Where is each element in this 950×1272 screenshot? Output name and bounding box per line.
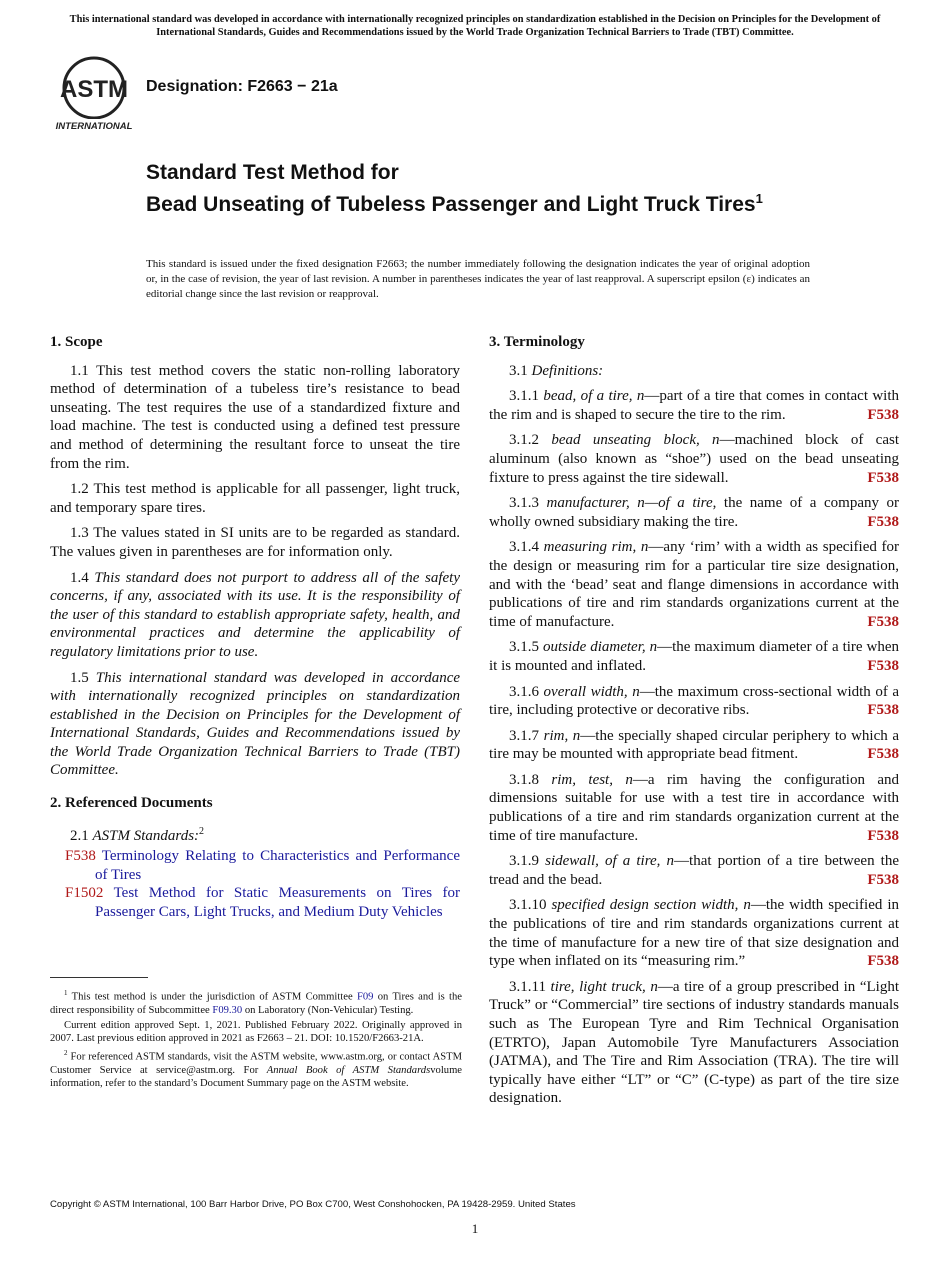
terminology-heading: 3. Terminology: [489, 334, 585, 350]
definition-text: —part of a tire that comes in contact with the rim and is shaped to secure the tire to the rim.: [489, 388, 899, 423]
definition-item: [489, 896, 899, 970]
definition-term: bead, of a tire, n: [543, 388, 645, 405]
definition-number: 3.1.11: [509, 978, 546, 995]
definition-source-ref[interactable]: F538: [867, 657, 899, 674]
definition-text: —a tire of a group prescribed in “Light Truck” or “Commercial” tire sections of industry standards manuals such as The European Tyre and Rim Technical Organisation (ETRTO), Japan Automobile Tyre Manufacturers Association (JATMA), and The Tire and Rim Association (TRA). The tire will typically have either “LT” or “C” (C-type) as part of the tire size designation.: [489, 978, 899, 1107]
designation: Designation: F2663 − 21a: [146, 78, 338, 95]
refdocs-2-1-label: ASTM Standards:: [92, 827, 200, 844]
scope-1-2: 1.2 This test method is applicable for all passenger, light truck, and temporary spare tires.: [50, 481, 460, 516]
definition-text: —the width specified in the publications of tire and rim standards organizations current at the time of manufacture for a new tire of that size designation and type when inflated on its “measuring rim.”: [489, 897, 899, 970]
definition-number: 3.1.9: [509, 853, 539, 870]
definition-source-ref[interactable]: F538: [867, 469, 899, 486]
definition-item: [489, 683, 899, 720]
definition-text: —the maximum cross-sectional width of a tire, including protective or decorative ribs.: [489, 683, 900, 719]
definition-source-ref[interactable]: F538: [867, 406, 899, 423]
definition-term: bead unseating block, n: [551, 432, 720, 449]
definition-number: 3.1.2: [509, 432, 539, 449]
refdoc-f538-code[interactable]: F538: [65, 848, 96, 865]
logo-subtext: INTERNATIONAL: [55, 121, 133, 132]
definition-item: [489, 852, 899, 889]
definition-list: [489, 387, 899, 971]
definition-number: 3.1.10: [509, 897, 547, 914]
definition-text: —the maximum diameter of a tire when it is mounted and inflated.: [489, 639, 899, 674]
definition-source-ref[interactable]: F538: [867, 827, 899, 844]
definition-number: 3.1.6: [509, 683, 539, 700]
definition-number: 3.1.3: [509, 495, 539, 512]
right-column: [489, 333, 899, 1115]
scope-1-5: [50, 669, 460, 781]
definition-number: 3.1.5: [509, 639, 539, 656]
footnotes: [50, 987, 462, 1092]
astm-logo: [52, 55, 136, 133]
definition-item: [489, 727, 899, 764]
definition-text: , the name of a company or wholly owned subsidiary making the tire.: [489, 495, 900, 530]
scope-1-3: 1.3 The values stated in SI units are to be regarded as standard. The values given in parentheses are for information only.: [50, 525, 460, 560]
footnote-1-a: This test method is under the jurisdiction of ASTM Committee: [71, 991, 353, 1003]
scope-1-5-num: 1.5: [70, 669, 89, 686]
scope-1-1: 1.1 This test method covers the static non-rolling laboratory method of determination of a tubeless tire’s resistance to bead unseating. The test requires the use of a standardized fixture and load machine. The test is conducted using a defined test pressure and method of determining the resultant force to unseat the tire from the rim.: [50, 362, 460, 472]
refdoc-f1502[interactable]: [65, 884, 460, 921]
footnote-2: [50, 1047, 462, 1090]
scope-1-4-text: This standard does not purport to address all of the safety concerns, if any, associated with its use. It is the responsibility of the user of this standard to establish appropriate safety, health, and environmental practices and determine the applicability of regulatory limitations prior to use.: [50, 569, 461, 660]
definition-item: [489, 387, 899, 424]
definition-text: —that portion of a tire between the tread and the bead.: [489, 853, 900, 888]
scope-1-4-num: 1.4: [70, 569, 89, 586]
page-number: 1: [471, 1221, 479, 1236]
definition-number: 3.1.1: [509, 388, 539, 405]
definition-number: 3.1.8: [509, 771, 539, 788]
definition-source-ref[interactable]: F538: [867, 513, 899, 530]
left-column: [50, 333, 460, 922]
subcommittee-f0930-link[interactable]: F09.30: [212, 1004, 243, 1016]
scope-heading: 1. Scope: [50, 334, 103, 350]
definition-term: overall width, n: [543, 683, 640, 700]
footnote-1-c: on Laboratory (Non-Vehicular) Testing.: [244, 1004, 414, 1016]
terminology-3-1-label: Definitions:: [531, 362, 604, 379]
terminology-3-1: [489, 362, 899, 381]
footnote-2-mark: 2: [64, 1049, 68, 1058]
definition-item: [489, 538, 899, 631]
definition-item: [489, 494, 899, 531]
footnote-2-a: For referenced ASTM standards, visit the ASTM website, www.astm.org, or contact ASTM Customer Service at service@astm.org. For: [50, 1051, 462, 1077]
refdocs-2-1-num: 2.1: [70, 827, 89, 844]
definition-term: manufacturer, n—of a tire: [546, 495, 713, 512]
definition-source-ref[interactable]: F538: [867, 613, 899, 630]
definition-term: sidewall, of a tire, n: [545, 853, 675, 870]
copyright: Copyright © ASTM International, 100 Barr Harbor Drive, PO Box C700, West Conshohocken, PA 19428-2959. United States: [50, 1199, 576, 1210]
refdoc-f1502-title[interactable]: Test Method for Static Measurements on Tires for Passenger Cars, Light Trucks, and Medium Duty Vehicles: [95, 885, 461, 921]
title-footnote-mark: 1: [755, 191, 763, 206]
definition-text: —the specially shaped circular periphery to which a tire may be mounted with appropriate bead fitment.: [489, 727, 900, 763]
footnote-1: [50, 987, 462, 1017]
title-line-1: Standard Test Method for: [146, 161, 399, 184]
definition-item: [489, 431, 899, 487]
refdocs-heading: 2. Referenced Documents: [50, 795, 213, 812]
document-title: [146, 160, 846, 218]
definition-term: tire, light truck, n: [550, 978, 658, 995]
logo-text: ASTM: [60, 76, 128, 103]
footnote-1-b: on Tires and is the direct responsibility of Subcommittee: [50, 991, 462, 1016]
scope-1-5-text: This international standard was developed in accordance with internationally recognized principles on standardization established in the Decision on Principles for the Development of International Standards, Guides and Recommendations issued by the World Trade Organization Technical Barriers to Trade (TBT) Committee.: [50, 669, 461, 779]
definition-text: —a rim having the configuration and dimensions suitable for use with a test tire in accordance with publications of a tire and rim standards organization current at the time of tire manufacture.: [489, 771, 900, 844]
refdoc-f538[interactable]: [65, 847, 460, 884]
definition-source-ref[interactable]: F538: [867, 746, 899, 763]
scope-1-4: [50, 569, 460, 662]
refdocs-footnote-mark: 2: [199, 825, 205, 837]
committee-f09-link[interactable]: F09: [356, 991, 374, 1003]
definition-source-ref[interactable]: F538: [867, 871, 899, 888]
refdoc-f538-title[interactable]: Terminology Relating to Characteristics and Performance of Tires: [95, 848, 460, 883]
title-line-2: Bead Unseating of Tubeless Passenger and Light Truck Tires: [146, 193, 756, 216]
refdocs-2-1: [50, 823, 460, 846]
footnote-edition: Current edition approved Sept. 1, 2021. Published February 2022. Originally approved in 2007. Last previous edition approved in 2021 as F2663 – 21. DOI: 10.1520/F2663-21A.: [50, 1019, 462, 1045]
definition-3-1-11: [489, 978, 899, 1108]
definition-term: measuring rim, n: [543, 539, 649, 556]
issuance-note: This standard is issued under the fixed designation F2663; the number immediately following the designation indicates the year of original adoption or, in the case of revision, the year of last revision. A number in parentheses indicates the year of last reapproval. A superscript epsilon (ε) indicates an editorial change since the last revision or reapproval.: [146, 258, 810, 300]
footnote-rule: [50, 977, 148, 978]
trade-notice: This international standard was developed in accordance with internationally recognized principles on standardization established in the Decision on Principles for the Development of International Standards, Guides and Recommendations issued by the World Trade Organization Technical Barriers to Trade (TBT) Committee.: [69, 14, 881, 38]
definition-source-ref[interactable]: F538: [867, 702, 899, 719]
definition-number: 3.1.7: [509, 727, 539, 744]
definition-text: —machined block of cast aluminum (also known as “shoe”) used on the bead unseating fixture to press against the tire sidewall.: [489, 432, 900, 486]
definition-text: —any ‘rim’ with a width as specified for the design or measuring rim for a particular tire size designation, and with the ‘bead’ seat and flange dimensions in accordance with publications of tire and rim standards organizations current at the time of manufacture.: [489, 539, 900, 630]
footnote-2-b: volume information, refer to the standard’s Document Summary page on the ASTM website.: [50, 1065, 463, 1090]
refdoc-f1502-code[interactable]: F1502: [65, 885, 104, 902]
definition-item: [489, 638, 899, 675]
definition-item: [489, 771, 899, 845]
definition-term: specified design section width, n: [551, 897, 751, 914]
definition-source-ref[interactable]: F538: [867, 953, 899, 970]
footnote-2-italic: Annual Book of ASTM Standards: [266, 1065, 431, 1077]
footnote-1-mark: 1: [64, 989, 68, 997]
definition-number: 3.1.4: [509, 539, 539, 556]
terminology-3-1-num: 3.1: [509, 362, 528, 379]
definition-term: rim, n: [543, 727, 581, 744]
definition-term: outside diameter, n: [542, 639, 658, 656]
definition-term: rim, test, n: [551, 771, 633, 788]
